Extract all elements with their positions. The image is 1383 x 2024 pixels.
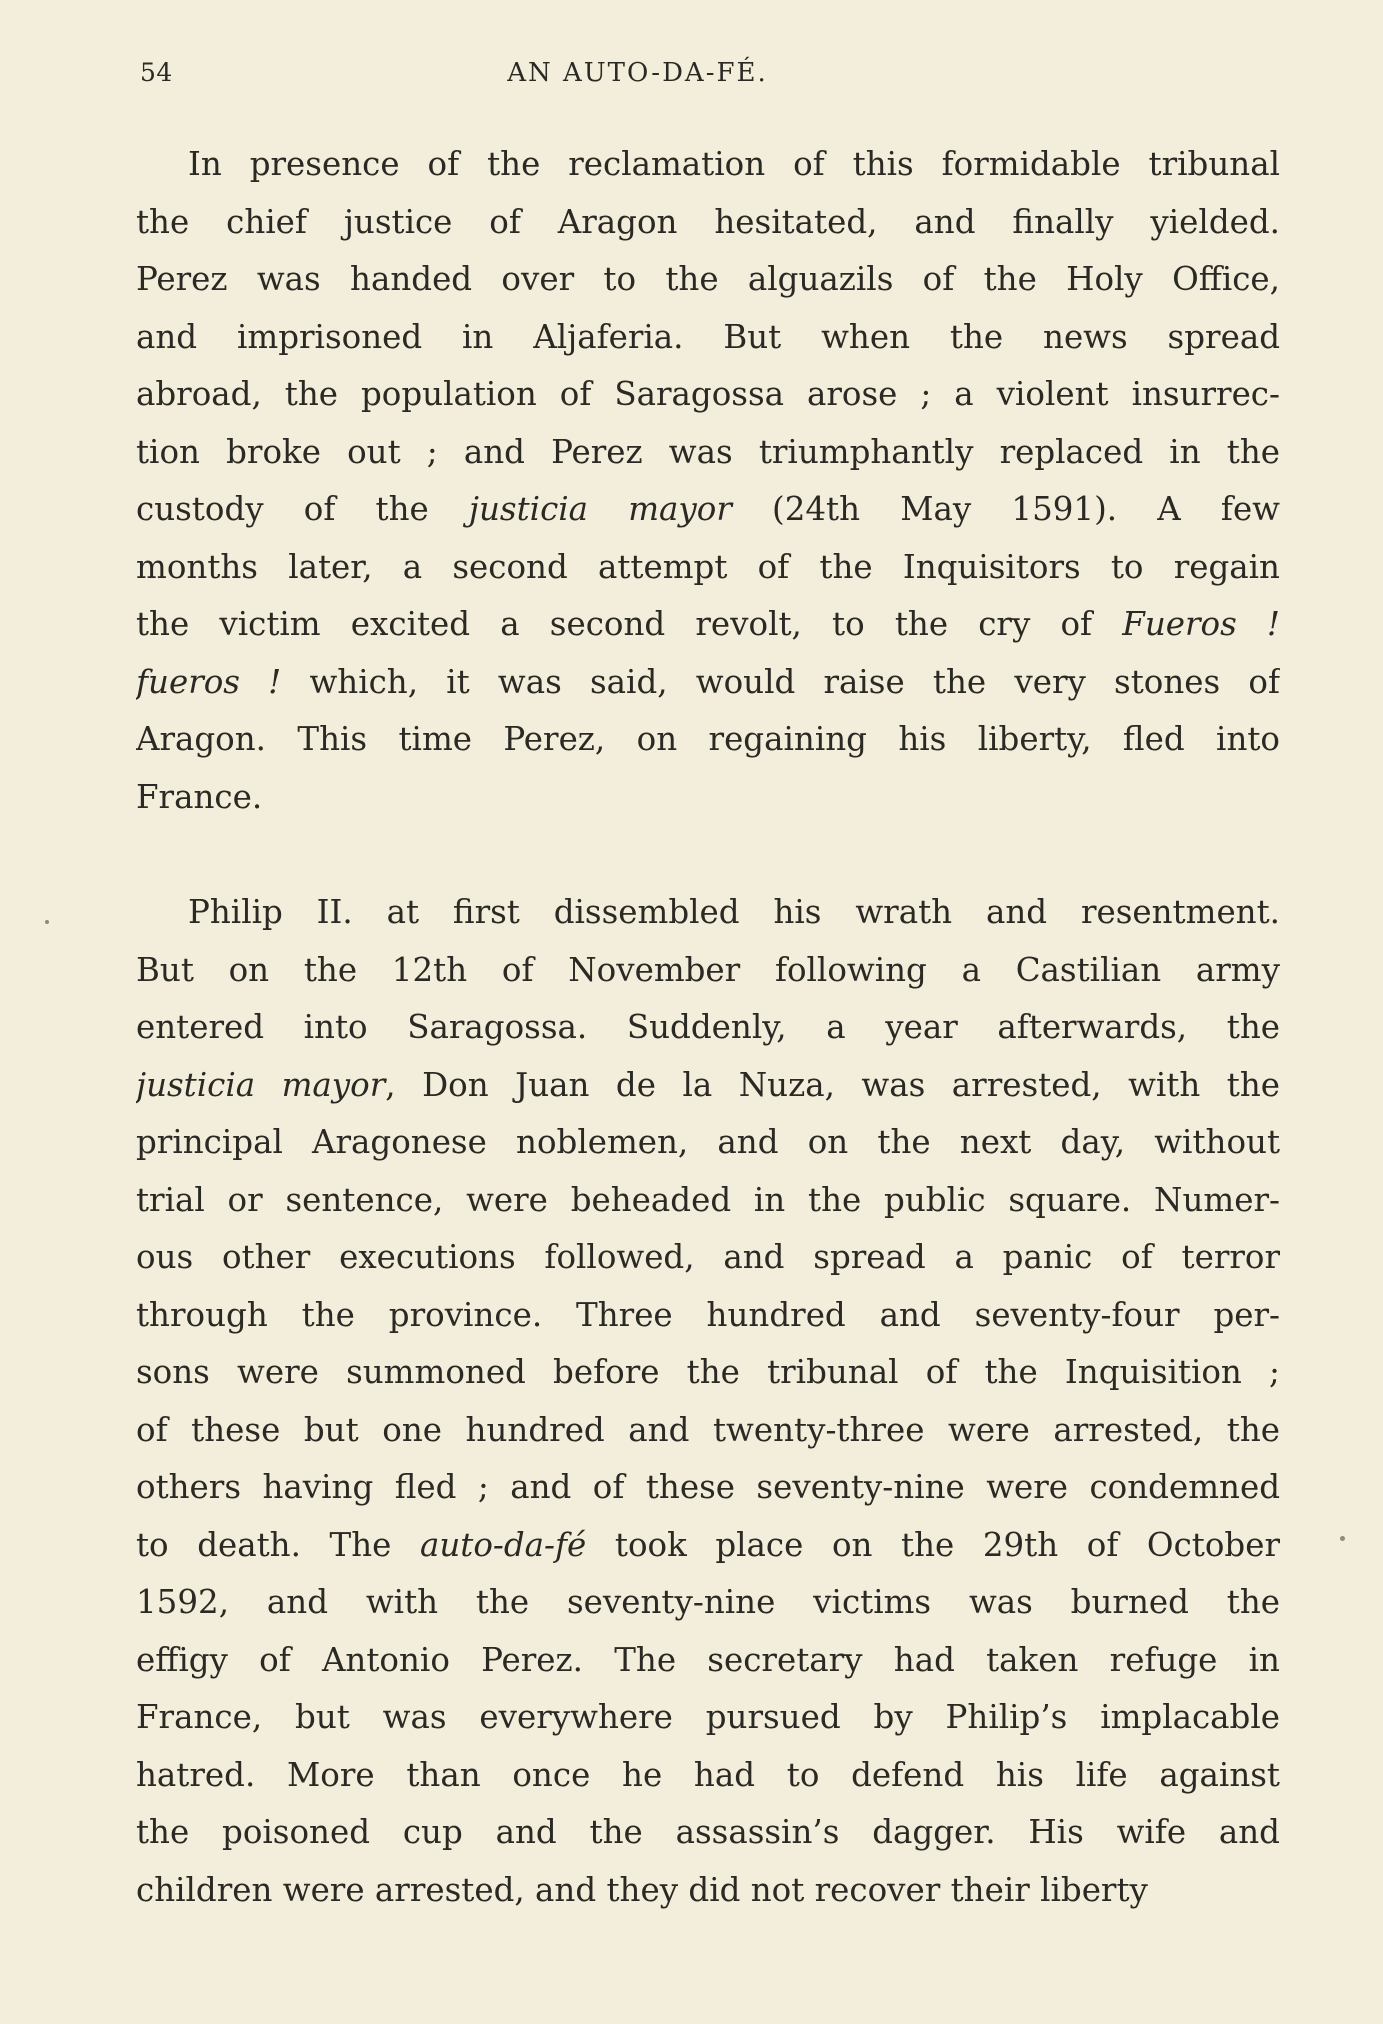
text-line bbox=[136, 194, 1280, 252]
text-line bbox=[136, 1344, 1280, 1402]
text-line bbox=[136, 1114, 1280, 1172]
paragraph bbox=[136, 136, 1280, 826]
page-header bbox=[140, 58, 1280, 98]
body-text bbox=[136, 136, 1280, 1919]
text-run: But on the 12th of November following a Castilian army bbox=[136, 950, 1280, 989]
text-line bbox=[136, 1689, 1280, 1747]
italic-text: fueros ! bbox=[136, 662, 282, 701]
text-line bbox=[136, 1459, 1280, 1517]
text-run: 1592, and with the seventy-nine victims was burned the bbox=[136, 1583, 1280, 1621]
text-run: In presence of the reclamation of this formidable tribunal bbox=[188, 145, 1280, 183]
text-run: others having fled ; and of these seventy-nine were condemned bbox=[136, 1468, 1280, 1506]
text-line bbox=[136, 1229, 1280, 1287]
text-run: the chief justice of Aragon hesitated, and finally yielded. bbox=[136, 202, 1280, 241]
text-run: which, it was said, would raise the very stones of bbox=[281, 662, 1280, 701]
text-line bbox=[136, 1287, 1280, 1345]
text-run: and imprisoned in Aljaferia. But when the news spread bbox=[136, 317, 1280, 356]
text-run: Philip II. at first dissembled his wrath and resentment. bbox=[188, 893, 1280, 931]
text-run: Perez was handed over to the alguazils of the Holy Office, bbox=[136, 260, 1280, 298]
text-run: custody of the bbox=[136, 490, 469, 528]
text-line bbox=[136, 309, 1280, 367]
text-line bbox=[136, 654, 1280, 712]
text-line bbox=[136, 424, 1280, 482]
text-run: , Don Juan de la Nuza, was arrested, with the bbox=[385, 1065, 1280, 1104]
text-run: abroad, the population of Saragossa arose ; a violent insurrec- bbox=[136, 375, 1280, 413]
italic-text: justicia mayor bbox=[136, 1065, 386, 1104]
text-run: France. bbox=[136, 777, 263, 816]
italic-text: Fueros ! bbox=[1122, 605, 1280, 643]
text-run: hatred. More than once he had to defend his life against bbox=[136, 1755, 1280, 1794]
text-line bbox=[136, 481, 1280, 539]
text-run: sons were summoned before the tribunal of the Inquisition ; bbox=[136, 1353, 1280, 1391]
text-run: tion broke out ; and Perez was triumphantly replaced in the bbox=[136, 432, 1280, 471]
text-run: through the province. Three hundred and seventy-four per- bbox=[136, 1295, 1280, 1334]
page-number: 54 bbox=[140, 58, 173, 87]
text-line bbox=[136, 942, 1280, 1000]
text-run: took place on the 29th of October bbox=[586, 1525, 1280, 1564]
ink-speck bbox=[1340, 1536, 1345, 1541]
text-line bbox=[136, 1057, 1280, 1115]
paragraph bbox=[136, 884, 1280, 1919]
ink-speck bbox=[45, 920, 49, 924]
text-run: entered into Saragossa. Suddenly, a year afterwards, the bbox=[136, 1008, 1280, 1046]
running-title: AN AUTO-DA-FÉ. bbox=[507, 58, 768, 88]
text-run: effigy of Antonio Perez. The secretary had taken refuge in bbox=[136, 1640, 1280, 1679]
text-line bbox=[136, 1172, 1280, 1230]
italic-text: justicia mayor bbox=[468, 490, 732, 528]
text-line bbox=[136, 596, 1280, 654]
text-run: the victim excited a second revolt, to the cry of bbox=[136, 605, 1123, 643]
text-run: months later, a second attempt of the Inquisitors to regain bbox=[136, 547, 1280, 586]
text-line bbox=[136, 1804, 1280, 1862]
text-line bbox=[136, 769, 1280, 827]
text-line bbox=[136, 366, 1280, 424]
text-line bbox=[136, 1574, 1280, 1632]
italic-text: auto-da-fé bbox=[419, 1525, 587, 1564]
text-run: of these but one hundred and twenty-three were arrested, the bbox=[136, 1410, 1280, 1449]
text-run: to death. The bbox=[136, 1525, 420, 1564]
text-run: (24th May 1591). A few bbox=[731, 490, 1280, 528]
text-run: trial or sentence, were beheaded in the public square. Numer- bbox=[136, 1180, 1280, 1219]
paragraph-gap bbox=[136, 826, 1280, 884]
text-run: France, but was everywhere pursued by Philip’s implacable bbox=[136, 1698, 1280, 1736]
text-run: children were arrested, and they did not recover their liberty bbox=[136, 1870, 1148, 1909]
text-line bbox=[136, 1402, 1280, 1460]
text-line bbox=[136, 1517, 1280, 1575]
text-run: the poisoned cup and the assassin’s dagger. His wife and bbox=[136, 1813, 1280, 1851]
text-line bbox=[136, 1747, 1280, 1805]
text-line bbox=[136, 1632, 1280, 1690]
text-line bbox=[136, 539, 1280, 597]
text-line bbox=[136, 711, 1280, 769]
text-line bbox=[136, 1862, 1280, 1920]
text-run: Aragon. This time Perez, on regaining his liberty, fled into bbox=[136, 720, 1280, 758]
text-run: ous other executions followed, and spread a panic of terror bbox=[136, 1238, 1280, 1276]
text-line bbox=[136, 884, 1280, 942]
text-line bbox=[136, 136, 1280, 194]
text-run: principal Aragonese noblemen, and on the next day, without bbox=[136, 1123, 1280, 1161]
text-line bbox=[136, 999, 1280, 1057]
text-line bbox=[136, 251, 1280, 309]
